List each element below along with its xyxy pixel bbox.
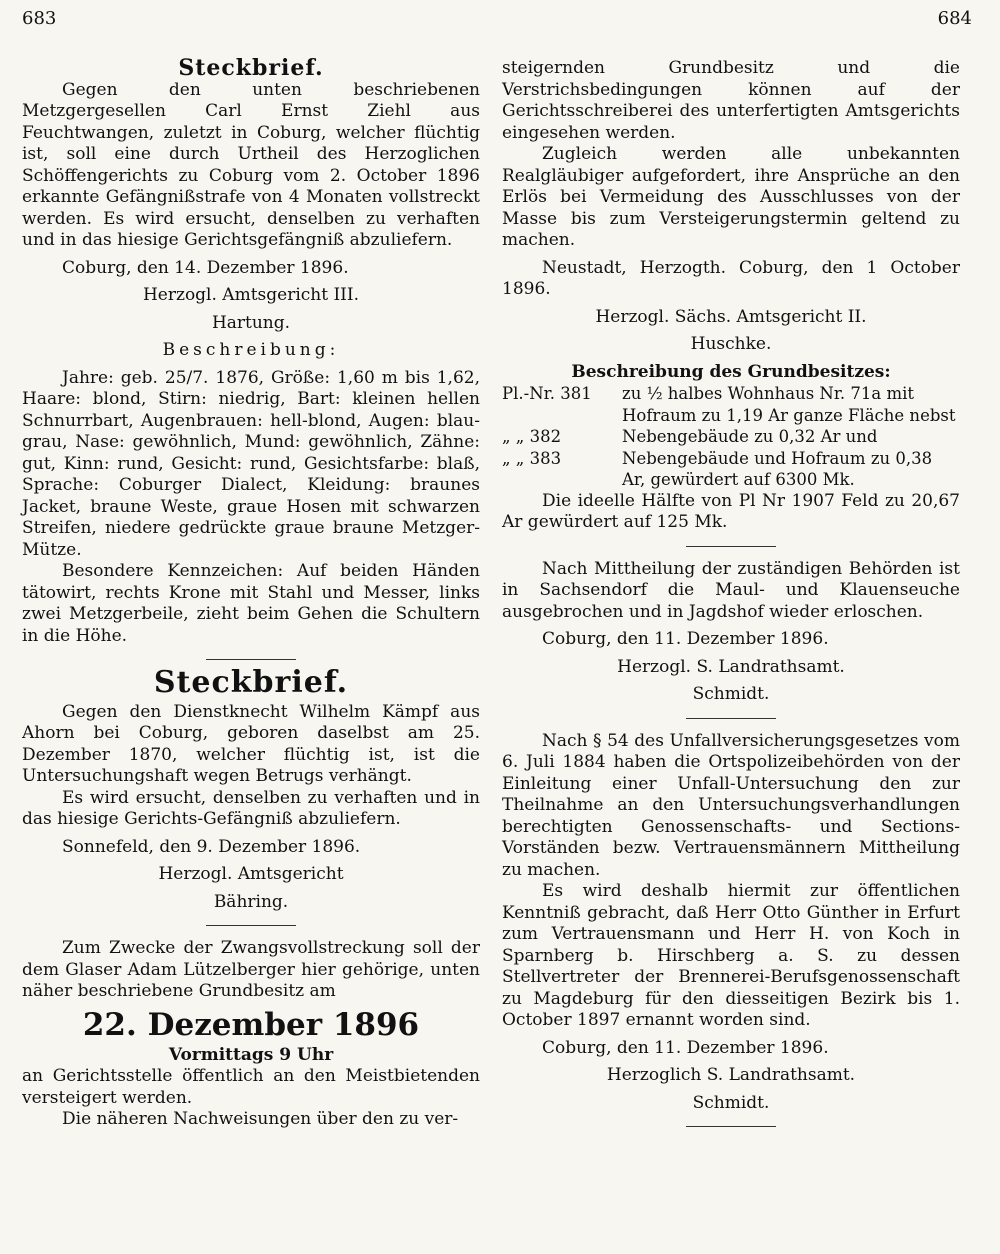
left-column	[22, 55, 480, 1131]
place-date: Coburg, den 14. Dezember 1896.	[62, 257, 349, 278]
notice-body: Gegen den unten beschriebenen Metzgergesellen Carl Ernst Ziehl aus Feuchtwangen, zuletzt in Coburg, welcher flüchtig ist, soll eine durch Urtheil des Herzoglichen Schöffengerichts zu Coburg vom 2. October 1896 erkannte Gefängnißstrafe von 4 Monaten vollstreckt werden. Es wird ersucht, denselben zu verhaften und in das hiesige Gerichtsgefängniß abzuliefern.	[22, 79, 480, 250]
office-name: Herzogl. S. Landrathsamt.	[617, 656, 845, 677]
office-name: Herzoglich S. Landrathsamt.	[606, 1065, 856, 1085]
divider	[206, 659, 296, 660]
description-heading: Beschreibung:	[162, 340, 340, 360]
court-name: Herzogl. Amtsgericht	[158, 864, 344, 884]
notice-body: Gegen den Dienstknecht Wilhelm Kämpf aus Ahorn bei Coburg, geboren daselbst am 25. Dezember 1870, welcher flüchtig ist, ist die Untersuchungshaft wegen Betrugs verhängt.	[22, 701, 480, 786]
auction-intro: Zum Zwecke der Zwangsvollstreckung soll der dem Glaser Adam Lützelberger hier gehörige, unten näher beschriebene Grundbesitz am	[22, 938, 480, 1001]
section-heading: Steckbrief.	[178, 55, 324, 81]
page-number-left: 683	[22, 8, 57, 29]
table-cell: Nebengebäude und Hofraum zu 0,38 Ar, gewürdert auf 6300 Mk.	[622, 448, 933, 489]
court-name: Herzogl. Amtsgericht III.	[142, 285, 360, 305]
divider	[686, 718, 776, 719]
divider	[686, 1126, 776, 1127]
auction-date: 22. Dezember 1896	[82, 1006, 420, 1043]
table-row	[502, 426, 960, 448]
auction-body: an Gerichtsstelle öffentlich an den Meistbietenden versteigert werden.	[22, 1066, 480, 1108]
table-cell: Pl.-Nr. 381	[502, 384, 592, 403]
table-row	[502, 383, 960, 426]
special-marks: Besondere Kennzeichen: Auf beiden Händen tätowirt, rechts Krone mit Stahl und Messer, links zwei Metzgerbeile, zieht beim Gehen die Schultern in die Höhe.	[22, 561, 480, 646]
divider	[206, 925, 296, 926]
section-heading: Steckbrief.	[153, 665, 349, 700]
table-cell: Nebengebäude zu 0,32 Ar und	[622, 427, 878, 446]
signer-name: Huschke.	[690, 334, 772, 354]
table-cell: „ „ 382	[502, 427, 562, 446]
signer-name: Schmidt.	[692, 684, 770, 704]
place-date: Coburg, den 11. Dezember 1896.	[542, 629, 829, 649]
property-tail: Die ideelle Hälfte von Pl Nr 1907 Feld zu 20,67 Ar gewürdert auf 125 Mk.	[502, 490, 960, 532]
notice-body: Es wird ersucht, denselben zu verhaften und in das hiesige Gerichts-Gefängniß abzuliefern.	[22, 787, 480, 829]
court-name: Herzogl. Sächs. Amtsgericht II.	[595, 306, 867, 327]
signer-name: Schmidt.	[692, 1092, 770, 1113]
place-date: Coburg, den 11. Dezember 1896.	[542, 1037, 829, 1058]
notice-body: Es wird deshalb hiermit zur öffentlichen Kenntniß gebracht, daß Herr Otto Günther in Erfurt zum Vertrauensmann und Herr H. von Koch in Sparnberg b. Hirschberg a. S. zu dessen Stellvertreter der Brennerei-Berufsgenossenschaft zu Magdeburg für den diesseitigen Bezirk bis 1. October 1897 ernannt worden sind.	[502, 881, 960, 1030]
divider	[686, 546, 776, 547]
table-cell: „ „ 383	[502, 448, 562, 468]
place-date: Neustadt, Herzogth. Coburg, den 1 October 1896.	[502, 257, 960, 299]
signer-name: Bähring.	[213, 891, 289, 912]
signer-name: Hartung.	[211, 312, 291, 333]
page-number-right: 684	[937, 8, 972, 29]
auction-time: Vormittags 9 Uhr	[168, 1044, 334, 1065]
notice-body: Nach § 54 des Unfallversicherungsgesetzes vom 6. Juli 1884 haben die Ortspolizeibehörden von der Einleitung einer Unfall-Untersuchung den zur Theilnahme an den Untersuchungsverhandlungen berechtigten Genossenschafts- und Sections-Vorständen bezw. Vertrauensmännern Mittheilung zu machen.	[502, 730, 960, 880]
auction-body: Die näheren Nachweisungen über den zu ver-	[62, 1109, 459, 1129]
table-row	[502, 448, 960, 491]
right-column	[502, 58, 960, 1139]
continued-text: steigernden Grundbesitz und die Verstrichsbedingungen können auf der Gerichtsschreiberei des unterfertigten Amtsgerichts eingesehen werden.	[502, 58, 960, 143]
notice-body: Zugleich werden alle unbekannten Realgläubiger aufgefordert, ihre Ansprüche an den Erlös bei Vermeidung des Ausschlusses von der Masse bis zum Versteigerungstermin geltend zu machen.	[502, 144, 960, 250]
notice-body: Nach Mittheilung der zuständigen Behörden ist in Sachsendorf die Maul- und Klauenseuche ausgebrochen und in Jagdshof wieder erloschen.	[502, 558, 960, 622]
table-cell: zu ½ halbes Wohnhaus Nr. 71a mit Hofraum zu 1,19 Ar ganze Fläche nebst	[622, 384, 956, 425]
property-heading: Beschreibung des Grundbesitzes:	[571, 361, 891, 382]
description-body: Jahre: geb. 25/7. 1876, Größe: 1,60 m bis 1,62, Haare: blond, Stirn: niedrig, Bart: kleinen hellen Schnurrbart, Augenbrauen: hell-blond, Augen: blau-grau, Nase: gewöhnlich, Mund: gewöhnlich, Zähne: gut, Kinn: rund, Gesicht: rund, Gesichtsfarbe: blaß, Sprache: Coburger Dialect, Kleidung: braunes Jacket, braune Weste, graue Hosen mit schwarzen Streifen, niedere gedrückte graue braune Metzger-Mütze.	[22, 367, 480, 560]
property-table	[502, 383, 960, 491]
place-date: Sonnefeld, den 9. Dezember 1896.	[62, 836, 361, 857]
